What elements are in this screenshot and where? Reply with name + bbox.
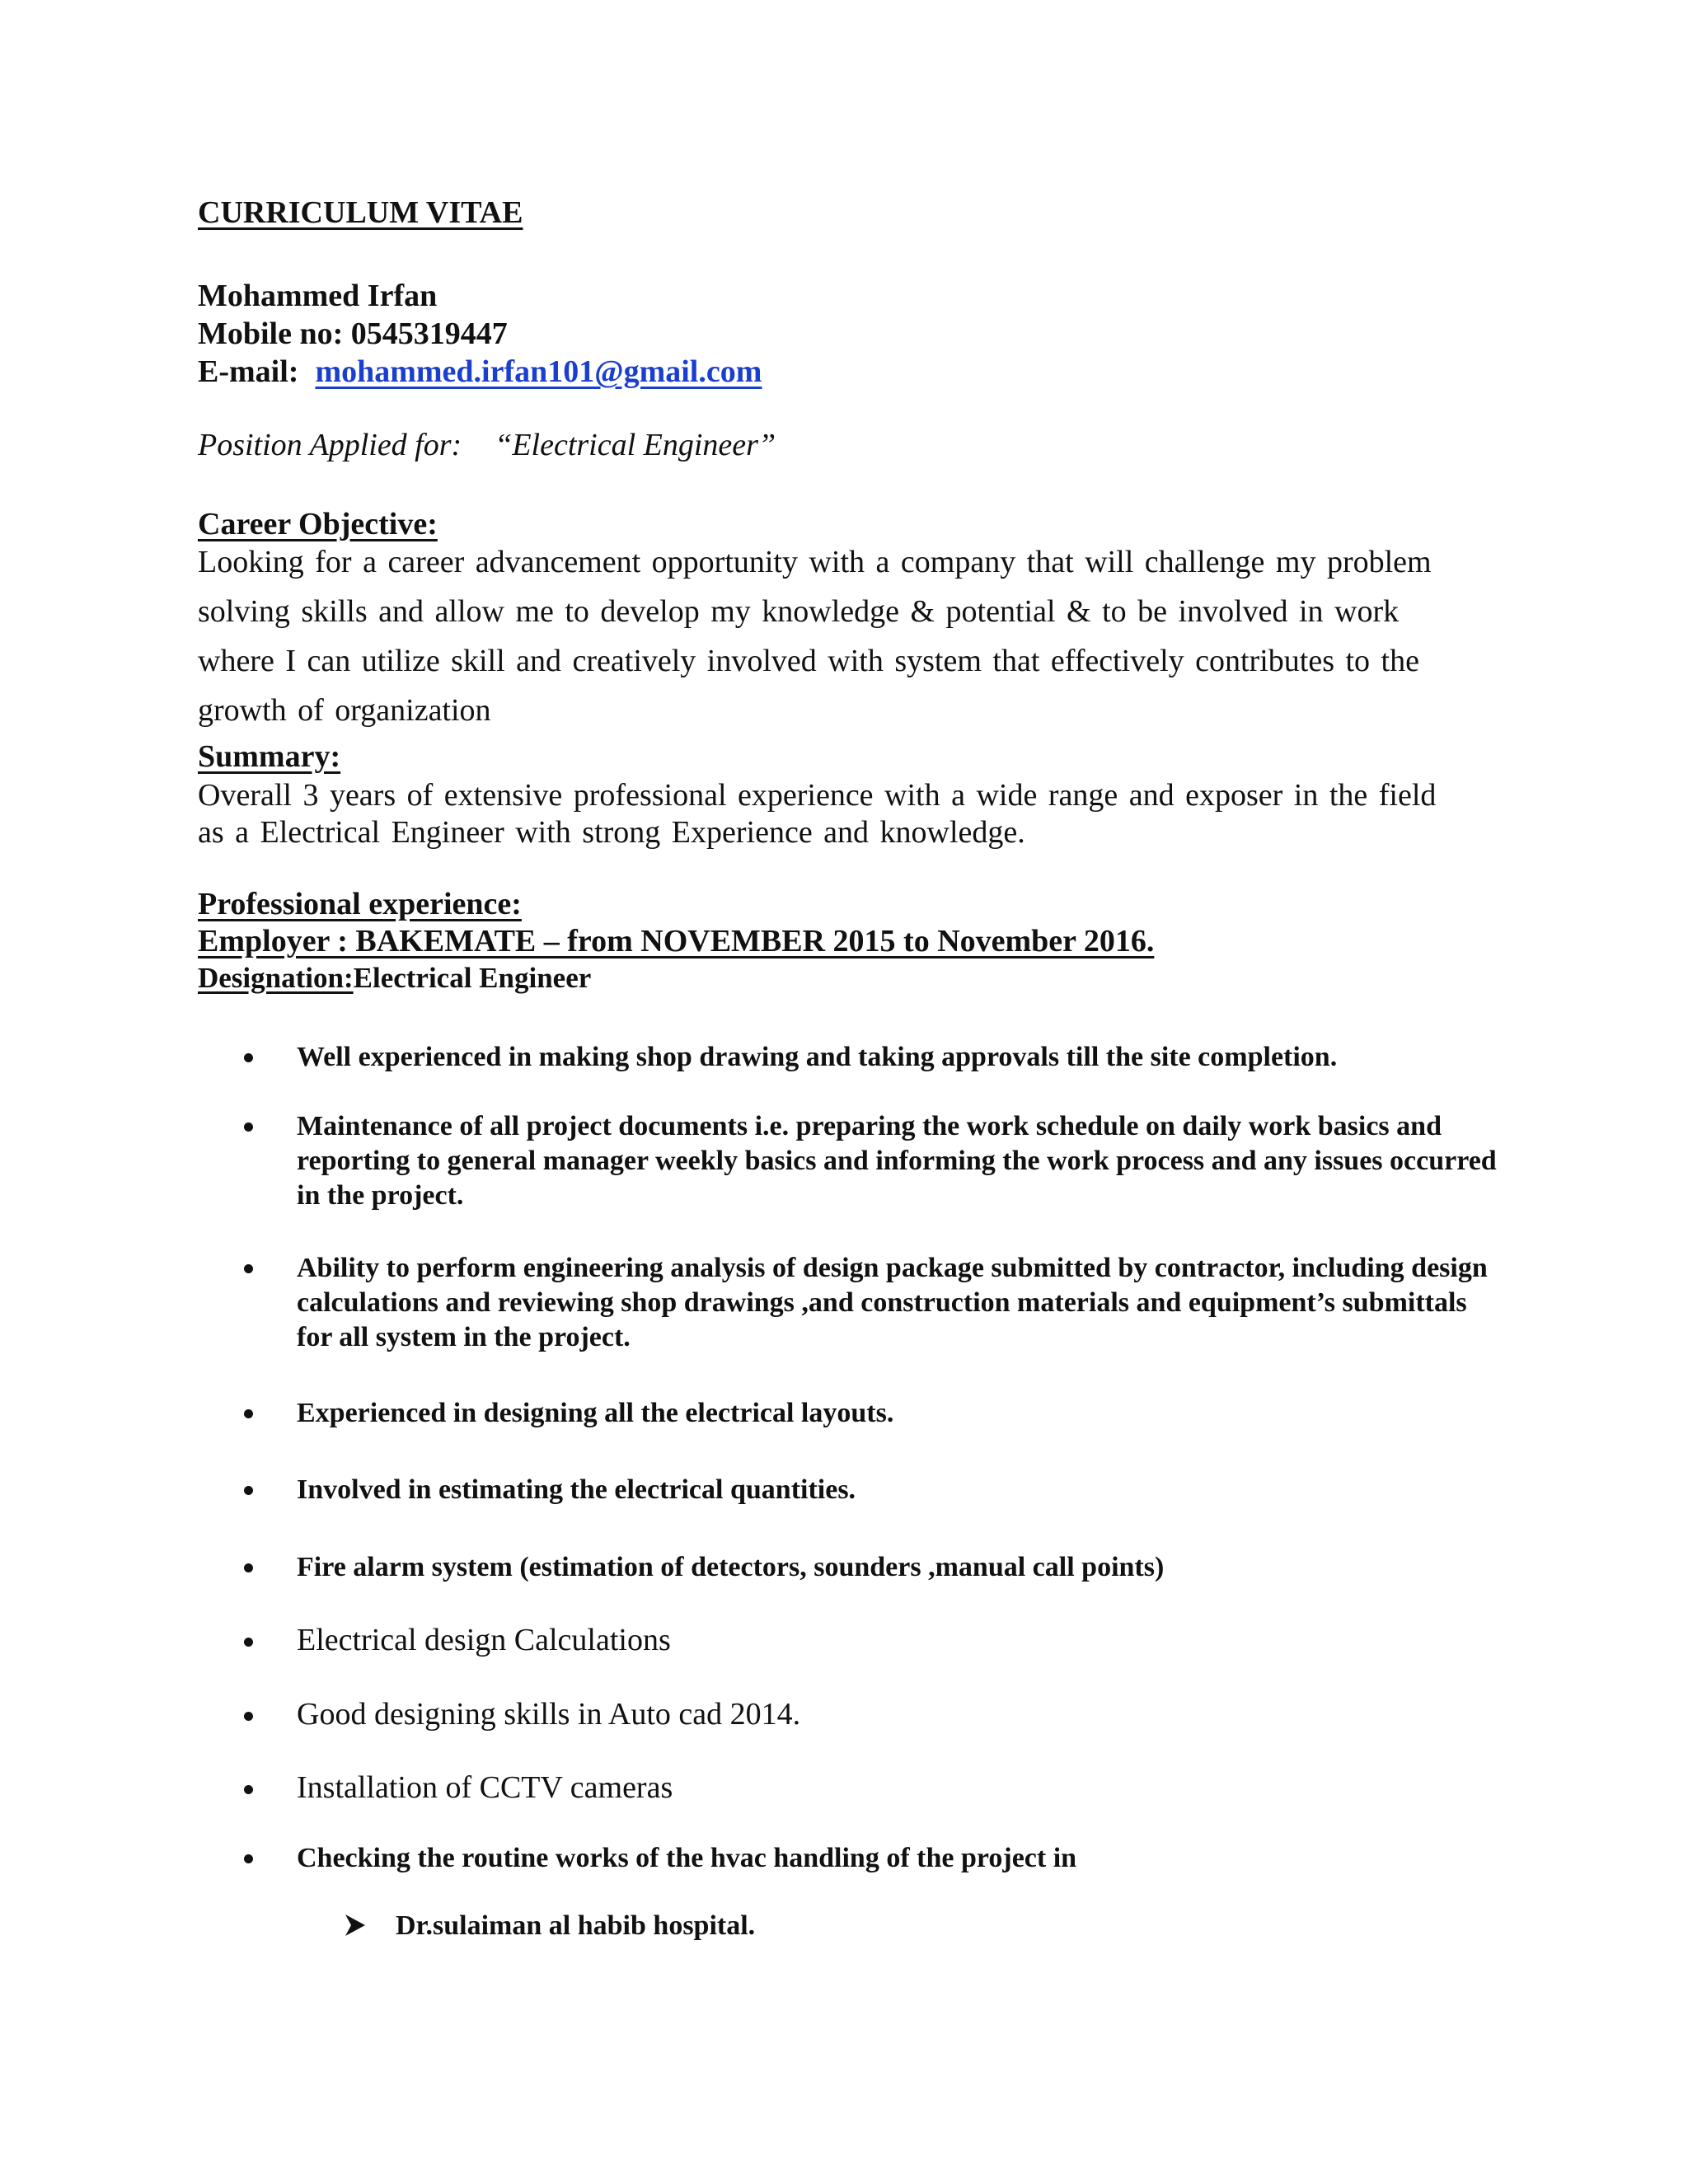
bullet-icon xyxy=(244,1409,253,1418)
summary-text: Overall 3 years of extensive professional experience with a wide range and exposer in the field as a Electrical Engineer with strong Experience and knowledge. xyxy=(198,778,1437,850)
bullet-icon xyxy=(244,1563,253,1572)
list-item-text: Well experienced in making shop drawing and taking approvals till the site completion. xyxy=(297,1042,1338,1072)
position-value: “Electrical Engineer” xyxy=(495,428,776,462)
position-applied xyxy=(198,427,776,463)
list-item-text: Installation of CCTV cameras xyxy=(297,1770,673,1805)
list-item-text: Fire alarm system (estimation of detectors, sounders ,manual call points) xyxy=(297,1552,1165,1582)
email-label: E-mail: xyxy=(198,354,299,389)
list-item-text: Involved in estimating the electrical quantities. xyxy=(297,1474,856,1505)
list-item-text: Electrical design Calculations xyxy=(297,1623,671,1657)
bullet-icon xyxy=(244,1486,253,1495)
list-item-text: Ability to perform engineering analysis of design package submitted by contractor, including design calculations and reviewing shop drawings ,and construction materials and equipment’s submittals for all system in the project. xyxy=(297,1253,1488,1352)
bullet-icon xyxy=(244,1264,253,1273)
candidate-name: Mohammed Irfan xyxy=(198,279,438,313)
bullet-icon xyxy=(244,1053,253,1062)
designation-label: Designation: xyxy=(198,962,354,994)
list-item-text: Good designing skills in Auto cad 2014. xyxy=(297,1697,801,1732)
career-objective-heading: Career Objective: xyxy=(198,507,438,541)
career-objective-text: Looking for a career advancement opportunity with a company that will challenge my problem solving skills and allow me to develop my knowledge & potential & to be involved in work where I can utilize skill and creatively involved with system that effectively contributes to the growth of organization xyxy=(198,545,1432,728)
list-item-text: Checking the routine works of the hvac handling of the project in xyxy=(297,1843,1077,1873)
email-line xyxy=(198,354,762,390)
bullet-icon xyxy=(244,1785,253,1794)
bullet-icon xyxy=(244,1712,253,1721)
list-item-text: Experienced in designing all the electrical layouts. xyxy=(297,1398,894,1428)
sub-list-item-text: Dr.sulaiman al habib hospital. xyxy=(396,1910,756,1941)
arrowhead-bullet-icon xyxy=(345,1914,366,1937)
email-link[interactable]: mohammed.irfan101@gmail.com xyxy=(315,354,762,389)
professional-experience-heading: Professional experience: xyxy=(198,887,522,921)
employer-line: Employer : BAKEMATE – from NOVEMBER 2015 to November 2016. xyxy=(198,924,1155,958)
mobile-number: Mobile no: 0545319447 xyxy=(198,316,508,351)
position-label: Position Applied for: xyxy=(198,428,462,462)
designation-value: Electrical Engineer xyxy=(353,962,592,994)
document-title: CURRICULUM VITAE xyxy=(198,195,523,230)
bullet-icon xyxy=(244,1122,253,1132)
list-item-text: Maintenance of all project documents i.e. preparing the work schedule on daily work basics and reporting to general manager weekly basics and informing the work process and any issues occurred in the project. xyxy=(297,1111,1497,1211)
summary-heading: Summary: xyxy=(198,739,341,774)
bullet-icon xyxy=(244,1638,253,1647)
designation-line xyxy=(198,962,591,995)
bullet-icon xyxy=(244,1854,253,1863)
